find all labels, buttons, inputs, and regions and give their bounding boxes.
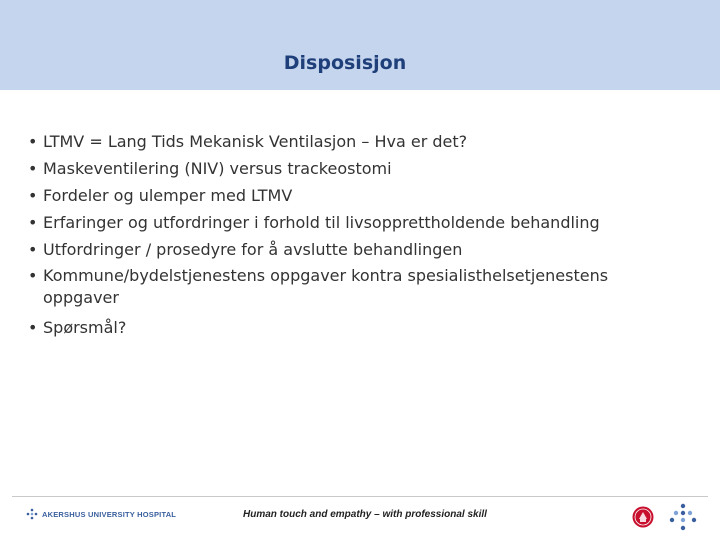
bullet-marker: • (28, 159, 38, 178)
bullet-text: LTMV = Lang Tids Mekanisk Ventilasjon – Hva er det? (43, 132, 468, 151)
bullet-item (28, 314, 678, 341)
bullet-text: Kommune/bydelstjenestens oppgaver kontra spesialisthelsetjenestens oppgaver (43, 266, 609, 307)
bullet-item (28, 209, 678, 236)
logo-text: AKERSHUS UNIVERSITY HOSPITAL (42, 509, 177, 519)
bullet-text: Fordeler og ulemper med LTMV (43, 186, 293, 205)
footer-slogan: Human touch and empathy – with professional skill (243, 509, 487, 520)
dot-pattern-icon (668, 502, 698, 532)
bullet-marker: • (28, 132, 38, 151)
bullet-text: Spørsmål? (43, 318, 127, 337)
header-band (0, 0, 720, 90)
bullet-item (28, 155, 678, 182)
footer (12, 496, 708, 536)
bullet-list (28, 128, 678, 341)
bullet-marker: • (28, 266, 38, 285)
bullet-item (28, 236, 678, 263)
bullet-marker: • (28, 186, 38, 205)
hospital-logo-icon (26, 508, 38, 520)
bullet-item (28, 128, 678, 155)
seal-icon (632, 506, 654, 528)
hospital-logo (26, 508, 176, 520)
slide-title: Disposisjon (283, 52, 407, 74)
bullet-text: Utfordringer / prosedyre for å avslutte behandlingen (43, 240, 463, 259)
bullet-item (28, 265, 678, 309)
bullet-marker: • (28, 318, 38, 337)
bullet-marker: • (28, 213, 38, 232)
bullet-text: Maskeventilering (NIV) versus trackeostomi (43, 159, 392, 178)
bullet-item (28, 182, 678, 209)
bullet-marker: • (28, 240, 38, 259)
bullet-text: Erfaringer og utfordringer i forhold til livsopprettholdende behandling (43, 213, 600, 232)
footer-divider (12, 496, 708, 497)
